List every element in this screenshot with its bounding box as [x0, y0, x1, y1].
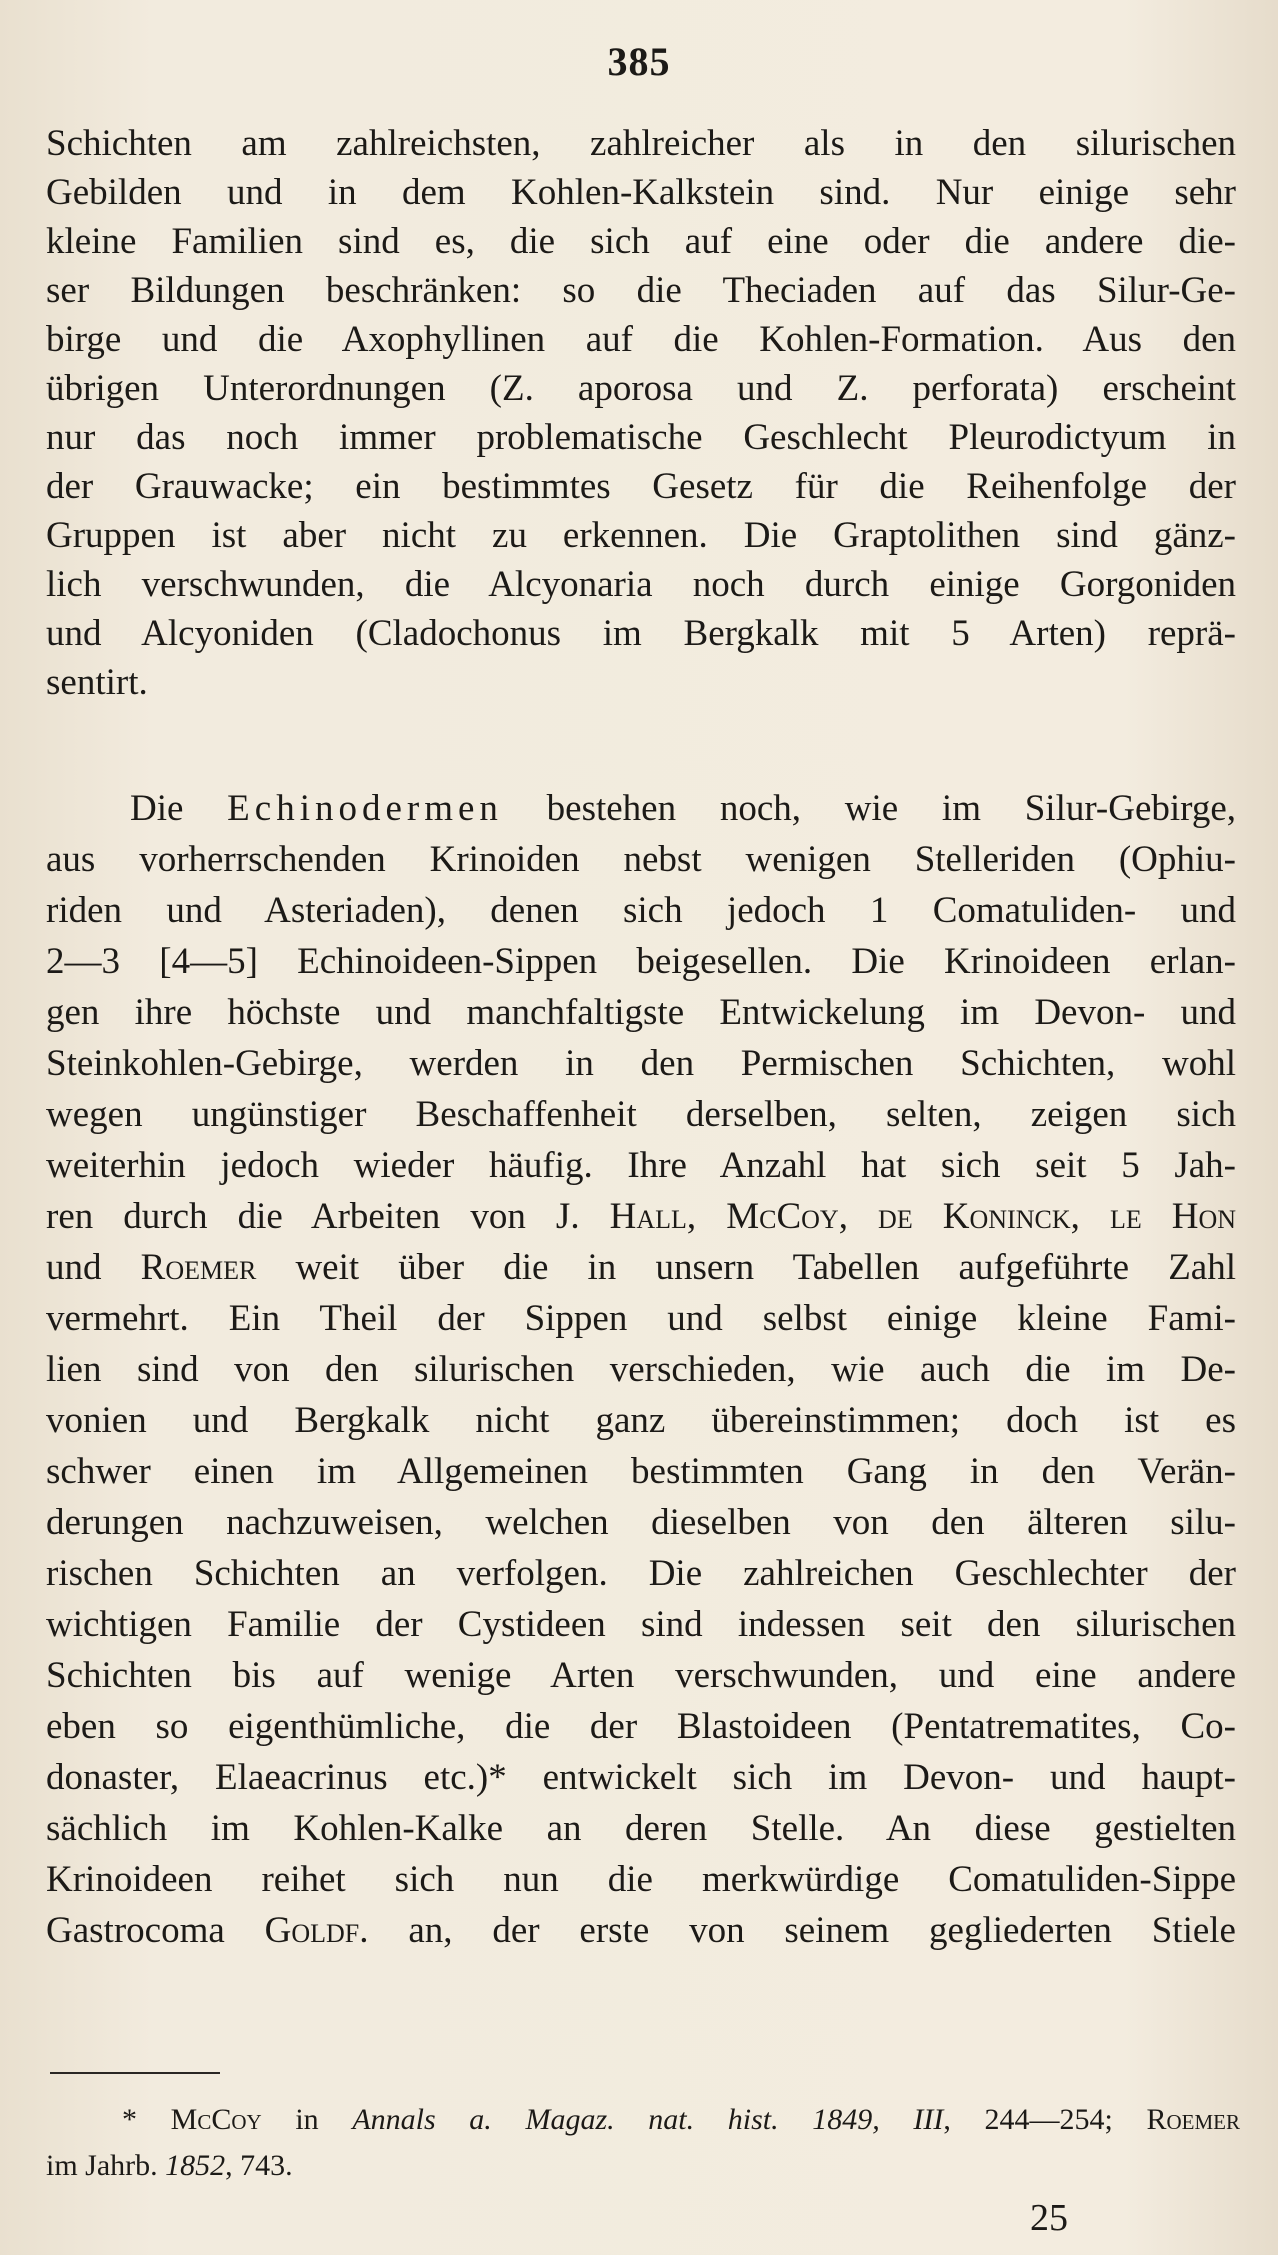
text-line: Krinoideen reihet sich nun die merkwürdige Comatuliden-Sippe [46, 1859, 1236, 1900]
text-line: eben so eigenthümliche, die der Blastoideen (Pentatrematites, Co- [46, 1706, 1236, 1747]
text-line-first: Die Echinodermen bestehen noch, wie im Silur-Gebirge, [130, 788, 1236, 829]
signature-mark: 25 [1030, 2197, 1068, 2239]
text-line-roemer: und Roemer weit über die in unsern Tabellen aufgeführte Zahl [46, 1247, 1236, 1288]
text-line: kleine Familien sind es, die sich auf eine oder die andere die- [46, 221, 1236, 262]
text-line: aus vorherrschenden Krinoiden nebst wenigen Stelleriden (Ophiu- [46, 839, 1236, 880]
text-line: Gruppen ist aber nicht zu erkennen. Die Graptolithen sind gänz- [46, 515, 1236, 556]
text-line: birge und die Axophyllinen auf die Kohlen-Formation. Aus den [46, 319, 1236, 360]
author-name: Roemer [1146, 2103, 1241, 2136]
text-line: Gebilden und in dem Kohlen-Kalkstein sind. Nur einige sehr [46, 172, 1236, 213]
text-line: Schichten bis auf wenige Arten verschwunden, und eine andere [46, 1655, 1236, 1696]
footnote-line: * McCoy in Annals a. Magaz. nat. hist. 1849, III, 244—254; Roemer [122, 2103, 1241, 2136]
text-line: rischen Schichten an verfolgen. Die zahlreichen Geschlechter der [46, 1553, 1236, 1594]
text-line: Schichten am zahlreichsten, zahlreicher als in den silurischen [46, 123, 1236, 164]
author-name: McCoy [726, 1196, 839, 1237]
text-line: der Grauwacke; ein bestimmtes Gesetz für die Reihenfolge der [46, 466, 1236, 507]
text-line: lien sind von den silurischen verschieden, wie auch die im De- [46, 1349, 1236, 1390]
journal-title: Annals a. Magaz. nat. hist. 1849, III [352, 2103, 944, 2136]
author-name: Roemer [140, 1247, 257, 1288]
text-line: sentirt. [46, 662, 148, 703]
author-name: Goldf. [264, 1910, 369, 1951]
text-line: lich verschwunden, die Alcyonaria noch durch einige Gorgoniden [46, 564, 1236, 605]
emphasized-term: Echinodermen [227, 788, 503, 829]
author-name: McCoy [170, 2103, 262, 2136]
footnote-line: im Jahrb. 1852, 743. [46, 2149, 293, 2182]
page-number: 385 [607, 39, 671, 84]
text-line: derungen nachzuweisen, welchen dieselben von den älteren silu- [46, 1502, 1236, 1543]
author-name: de Koninck [878, 1196, 1071, 1237]
text-line: ser Bildungen beschränken: so die Theciaden auf das Silur-Ge- [46, 270, 1236, 311]
text-line: riden und Asteriaden), denen sich jedoch 1 Comatuliden- und [46, 890, 1236, 931]
text-line: schwer einen im Allgemeinen bestimmten Gang in den Verän- [46, 1451, 1236, 1492]
footnote-divider [50, 2072, 220, 2074]
author-name: le Hon [1109, 1196, 1237, 1237]
text-line: wegen ungünstiger Beschaffenheit derselben, selten, zeigen sich [46, 1094, 1236, 1135]
text-line: donaster, Elaeacrinus etc.)* entwickelt sich im Devon- und haupt- [46, 1757, 1236, 1798]
text-line: Steinkohlen-Gebirge, werden in den Permischen Schichten, wohl [46, 1043, 1236, 1084]
author-name: J. Hall [555, 1196, 687, 1237]
text-line: nur das noch immer problematische Geschlecht Pleurodictyum in [46, 417, 1236, 458]
text-line: 2—3 [4—5] Echinoideen-Sippen beigesellen. Die Krinoideen erlan- [46, 941, 1236, 982]
text-line: wichtigen Familie der Cystideen sind indessen seit den silurischen [46, 1604, 1236, 1645]
text-line: vermehrt. Ein Theil der Sippen und selbst einige kleine Fami- [46, 1298, 1236, 1339]
text-line-authors: ren durch die Arbeiten von J. Hall, McCoy, de Koninck, le Hon [46, 1196, 1237, 1237]
text-line: übrigen Unterordnungen (Z. aporosa und Z. perforata) erscheint [46, 368, 1236, 409]
text-line: gen ihre höchste und manchfaltigste Entwickelung im Devon- und [46, 992, 1236, 1033]
text-line: vonien und Bergkalk nicht ganz übereinstimmen; doch ist es [46, 1400, 1236, 1441]
text-line: weiterhin jedoch wieder häufig. Ihre Anzahl hat sich seit 5 Jah- [46, 1145, 1236, 1186]
text-line: sächlich im Kohlen-Kalke an deren Stelle. An diese gestielten [46, 1808, 1236, 1849]
text-line: und Alcyoniden (Cladochonus im Bergkalk mit 5 Arten) reprä- [46, 613, 1236, 654]
text-line-goldf: Gastrocoma Goldf. an, der erste von seinem gegliederten Stiele [46, 1910, 1236, 1951]
